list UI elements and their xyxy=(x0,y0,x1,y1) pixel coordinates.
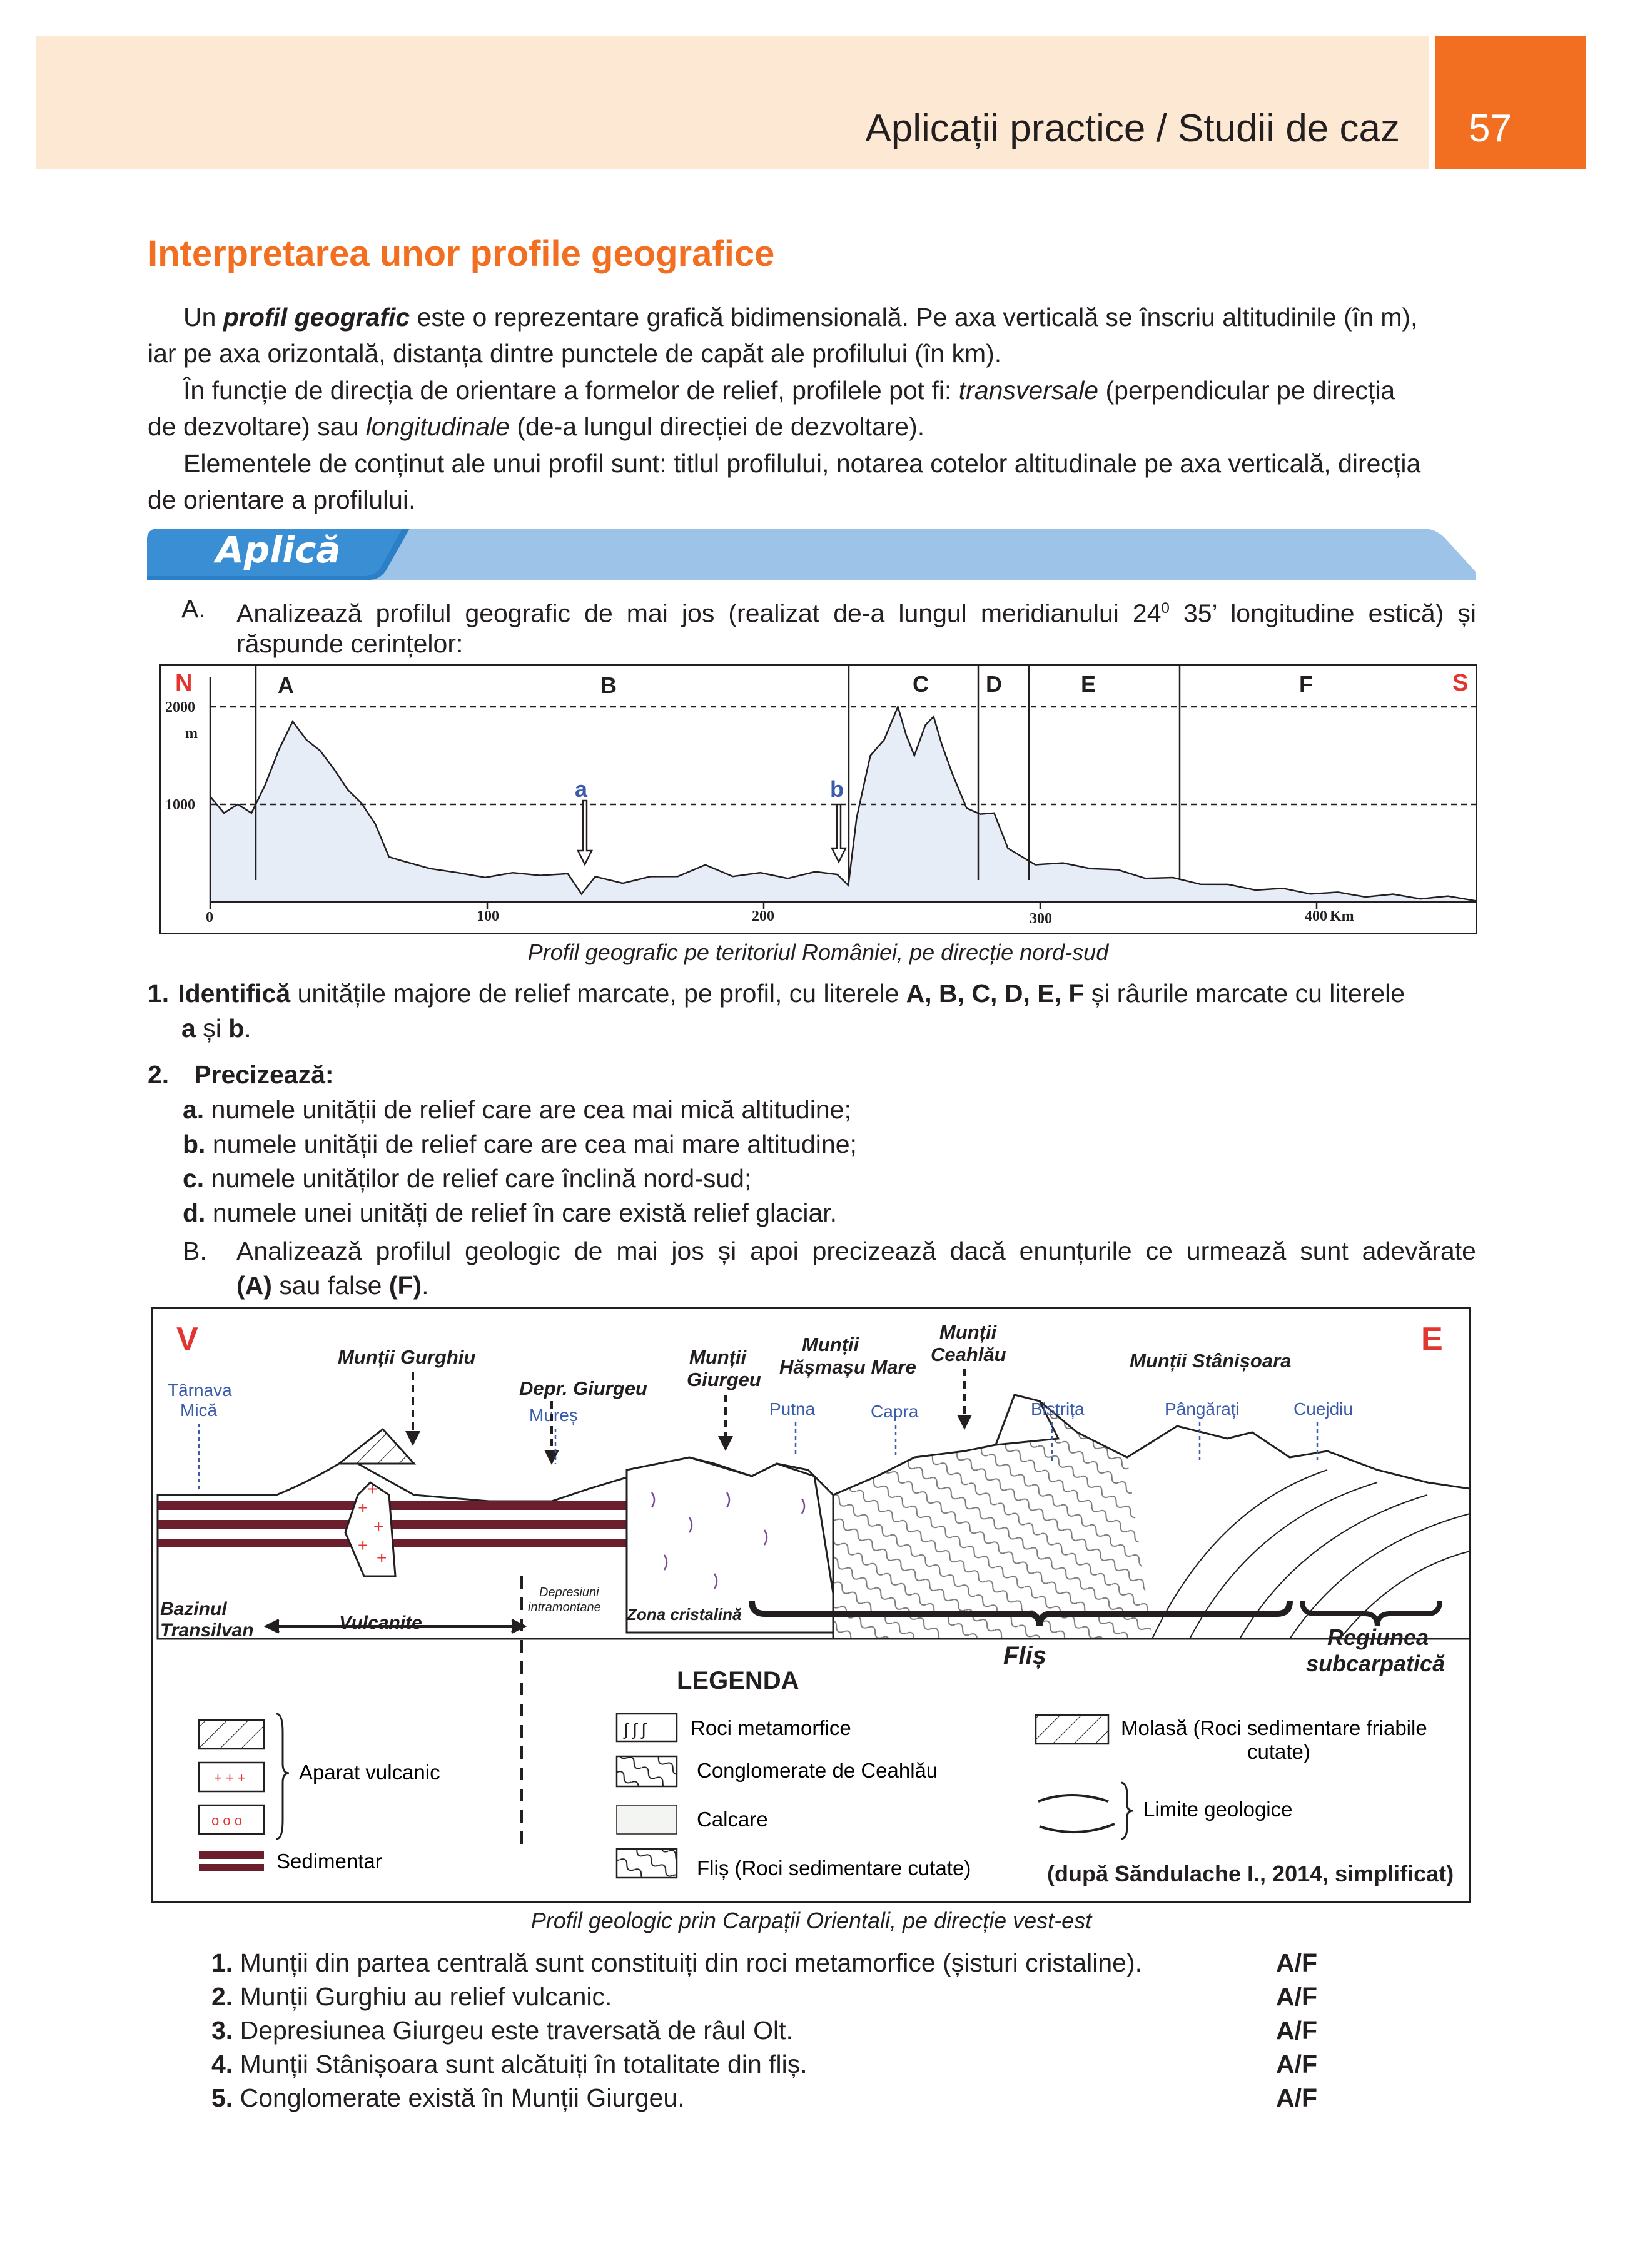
aplica-band xyxy=(147,529,1476,580)
question-2-item-d: d. numele unei unități de relief în care există relief glaciar. xyxy=(183,1198,838,1227)
y-tick-1000: 1000 xyxy=(165,797,195,813)
unit-label-c: C xyxy=(913,671,929,697)
legend-metamorfice xyxy=(617,1714,851,1741)
x-tick-0: 0 xyxy=(206,909,213,926)
north-label: N xyxy=(175,670,193,696)
question-2-heading: 2. Precizează: xyxy=(148,1060,334,1089)
question-2-item-c: c. numele unităților de relief care înclină nord-sud; xyxy=(183,1164,752,1193)
intro-paragraph-3: Elementele de conținut ale unui profil sunt: titlul profilului, notarea cotelor altitudinale pe axa verticală, direcția de orientare a profilului. xyxy=(148,449,1421,514)
task-a-line2: răspunde cerințelor: xyxy=(236,629,463,658)
east-label: E xyxy=(1421,1321,1443,1357)
south-label: S xyxy=(1452,670,1469,696)
profile-caption: Profil geografic pe teritoriul României, pe direcție nord-sud xyxy=(527,939,1109,965)
question-2-item-b: b. numele unității de relief care are cea mai mare altitudine; xyxy=(183,1130,857,1158)
statements-list xyxy=(211,1945,1400,2114)
label-giurgeu-1: Munții xyxy=(689,1346,747,1368)
label-regiunea-1: Regiunea xyxy=(1327,1624,1429,1650)
y-tick-unit: m xyxy=(185,726,198,742)
question-1-line1: 1. Identifică unitățile majore de relief marcate, pe profil, cu literele A, B, C, D, E, F și râurile marcate cu literele xyxy=(148,979,1405,1008)
x-tick-km: Km xyxy=(1330,908,1354,924)
question-2-item-a: a. numele unității de relief care are cea mai mică altitudine; xyxy=(183,1095,851,1124)
label-giurgeu-2: Giurgeu xyxy=(687,1369,761,1390)
river-label-a: a xyxy=(575,776,588,802)
west-label: V xyxy=(176,1321,198,1357)
label-ceahlau-1: Munții xyxy=(939,1321,997,1343)
legend-label-conglomerate: Conglomerate de Ceahlău xyxy=(697,1759,938,1782)
x-tick-300: 300 xyxy=(1030,911,1052,927)
label-flis: Fliș xyxy=(1003,1642,1046,1669)
legend-swatch-cone xyxy=(199,1720,264,1749)
figure-source: (după Săndulache I., 2014, simplificat) xyxy=(1047,1861,1454,1886)
label-bazinul-2: Transilvan xyxy=(160,1620,254,1641)
page-number: 57 xyxy=(1469,107,1512,150)
statement-1: 1. Munții din partea centrală sunt constituiți din roci metamorfice (șisturi cristaline). A/F xyxy=(211,1948,1318,1977)
label-gurghiu: Munții Gurghiu xyxy=(338,1346,476,1368)
legend-label-aparat: Aparat vulcanic xyxy=(299,1761,440,1784)
label-tarnava-1: Târnava xyxy=(168,1380,232,1400)
unit-label-a: A xyxy=(278,672,294,698)
label-hasmasu-1: Munții xyxy=(802,1334,859,1355)
geologic-caption: Profil geologic prin Carpații Orientali, pe direcție vest-est xyxy=(530,1908,1092,1933)
legend-conglomerate xyxy=(617,1756,938,1786)
unit-label-f: F xyxy=(1299,671,1313,697)
statement-4: 4. Munții Stânișoara sunt alcătuiți în totalitate din fliș. A/F xyxy=(211,2050,1318,2078)
label-cuejdiu: Cuejdiu xyxy=(1293,1399,1353,1419)
river-label-b: b xyxy=(830,776,844,802)
svg-text:ʃ ʃ ʃ: ʃ ʃ ʃ xyxy=(624,1719,646,1739)
legend-label-sedimentar: Sedimentar xyxy=(276,1850,382,1873)
label-ceahlau-2: Ceahlău xyxy=(931,1344,1006,1365)
label-bazinul-1: Bazinul xyxy=(160,1599,227,1619)
svg-text:+: + xyxy=(358,1498,368,1517)
question-1-line2: a și b. xyxy=(181,1014,251,1043)
label-tarnava-2: Mică xyxy=(180,1400,218,1420)
label-depresiuni-1: Depresiuni xyxy=(539,1586,599,1599)
y-tick-2000: 2000 xyxy=(165,699,195,716)
x-tick-400: 400 xyxy=(1305,908,1327,924)
label-capra: Capra xyxy=(871,1402,919,1421)
task-b-line1: Analizează profilul geologic de mai jos și apoi precizează dacă enunțurile ce urmează sunt adevărate xyxy=(236,1237,1476,1265)
label-pangarati: Pângărați xyxy=(1165,1399,1240,1419)
label-hasmasu-2: Hășmașu Mare xyxy=(779,1356,916,1378)
label-bistrita: Bistrița xyxy=(1031,1399,1085,1419)
legend-label-metamorfice: Roci metamorfice xyxy=(691,1716,851,1739)
label-mures: Mureș xyxy=(529,1405,578,1425)
statement-5: 5. Conglomerate există în Munții Giurgeu. A/F xyxy=(211,2083,1318,2112)
label-stanisoara: Munții Stânișoara xyxy=(1130,1350,1292,1372)
task-a-letter: A. xyxy=(181,594,206,623)
label-zona-cristalina: Zona cristalină xyxy=(627,1605,742,1624)
statement-3: 3. Depresiunea Giurgeu este traversată de râul Olt. A/F xyxy=(211,2016,1318,2045)
svg-text:+ + +: + + + xyxy=(214,1770,246,1786)
geographic-profile-chart xyxy=(159,664,1477,934)
label-depr-giurgeu: Depr. Giurgeu xyxy=(519,1377,647,1399)
legend-label-limite: Limite geologice xyxy=(1143,1798,1293,1821)
section-title: Interpretarea unor profile geografice xyxy=(148,233,775,274)
label-vulcanite: Vulcanite xyxy=(339,1612,422,1633)
svg-text:+: + xyxy=(358,1536,368,1555)
label-depresiuni-2: intramontane xyxy=(528,1601,601,1614)
unit-label-d: D xyxy=(986,671,1002,697)
label-putna: Putna xyxy=(769,1399,816,1419)
svg-text:o o o: o o o xyxy=(211,1813,242,1828)
x-tick-100: 100 xyxy=(477,908,499,924)
term-profil-geografic: profil geografic xyxy=(223,303,410,332)
legend-label-molasa-1: Molasă (Roci sedimentare friabile xyxy=(1121,1716,1427,1739)
label-regiunea-2: subcarpatică xyxy=(1306,1651,1445,1676)
unit-label-e: E xyxy=(1081,671,1096,697)
unit-label-b: B xyxy=(600,672,617,698)
legend-label-calcare: Calcare xyxy=(697,1808,768,1831)
legend-label-molasa-2: cutate) xyxy=(1247,1740,1310,1763)
intro-paragraph-1: Un profil geografic este o reprezentare grafică bidimensională. Pe axa verticală se înscriu altitudinile (în m), iar pe axa orizontală, distanța dintre punctele de capăt ale profilului (în km). xyxy=(148,303,1418,368)
task-b-letter: B. xyxy=(183,1237,207,1265)
svg-text:+: + xyxy=(377,1548,387,1567)
x-tick-200: 200 xyxy=(752,908,774,924)
legend-title: LEGENDA xyxy=(677,1667,799,1694)
legend-label-flis: Fliș (Roci sedimentare cutate) xyxy=(697,1856,971,1880)
task-b-line2: (A) sau false (F). xyxy=(236,1271,429,1300)
svg-text:+: + xyxy=(367,1479,378,1499)
geologic-profile-figure xyxy=(151,1307,1471,1903)
statement-2: 2. Munții Gurghiu au relief vulcanic. A/F xyxy=(211,1982,1318,2011)
header-title: Aplicații practice / Studii de caz xyxy=(865,107,1400,150)
intro-paragraph-2: În funcție de direcția de orientare a formelor de relief, profilele pot fi: transversale (perpendicular pe direcția de dezvoltare) sau longitudinale (de-a lungul direcției de dezvoltare). xyxy=(148,376,1395,441)
svg-text:+: + xyxy=(373,1517,384,1536)
aplica-label: Aplică xyxy=(216,529,341,571)
task-a-line1: Analizează profilul geografic de mai jos (realizat de-a lungul meridianului $24^0$ 35’ longitudine estică) și xyxy=(236,599,1476,628)
